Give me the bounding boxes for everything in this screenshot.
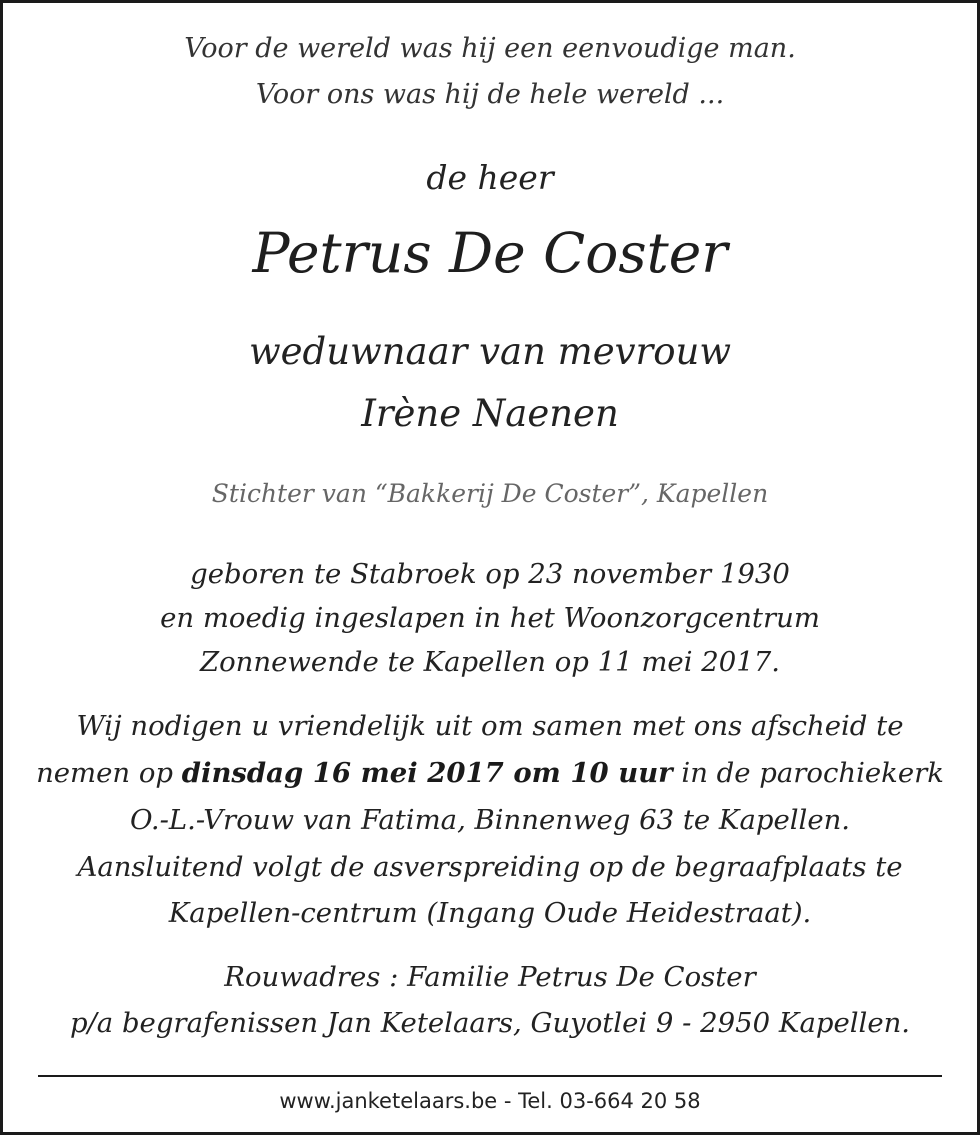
deceased-name: Petrus De Coster	[252, 221, 728, 285]
invitation-line-3: O.-L.-Vrouw van Fatima, Binnenweg 63 te Kapellen.	[129, 804, 851, 836]
passing-line-2: Zonnewende te Kapellen op 11 mei 2017.	[200, 646, 780, 678]
address-line-2: p/a begrafenissen Jan Ketelaars, Guyotlei 9 - 2950 Kapellen.	[69, 1007, 911, 1039]
invitation-line-2-end: in de parochiekerk	[672, 757, 944, 789]
motto-line-2: Voor ons was hij de hele wereld ...	[255, 79, 725, 110]
footer-divider	[38, 1075, 942, 1077]
role-description: Stichter van “Bakkerij De Coster”, Kapellen	[211, 479, 769, 508]
invitation-line-5: Kapellen-centrum (Ingang Oude Heidestraat).	[168, 897, 812, 929]
spouse-intro: weduwnaar van mevrouw	[248, 330, 732, 373]
invitation-line-2-start: nemen op	[36, 757, 182, 789]
invitation-line-4: Aansluitend volgt de asverspreiding op de begraafplaats te	[77, 851, 903, 883]
invitation-line-2	[3, 757, 977, 789]
motto-line-1: Voor de wereld was hij een eenvoudige man.	[184, 33, 796, 64]
address-line-1: Rouwadres : Familie Petrus De Coster	[224, 961, 756, 993]
birth-line: geboren te Stabroek op 23 november 1930	[190, 558, 790, 590]
passing-line-1: en moedig ingeslapen in het Woonzorgcentrum	[160, 602, 820, 634]
salutation: de heer	[426, 158, 554, 197]
footer-contact: www.janketelaars.be - Tel. 03-664 20 58	[279, 1089, 701, 1113]
invitation-line-1: Wij nodigen u vriendelijk uit om samen met ons afscheid te	[76, 710, 904, 742]
spouse-name: Irène Naenen	[361, 392, 619, 435]
service-datetime: dinsdag 16 mei 2017 om 10 uur	[181, 757, 673, 789]
